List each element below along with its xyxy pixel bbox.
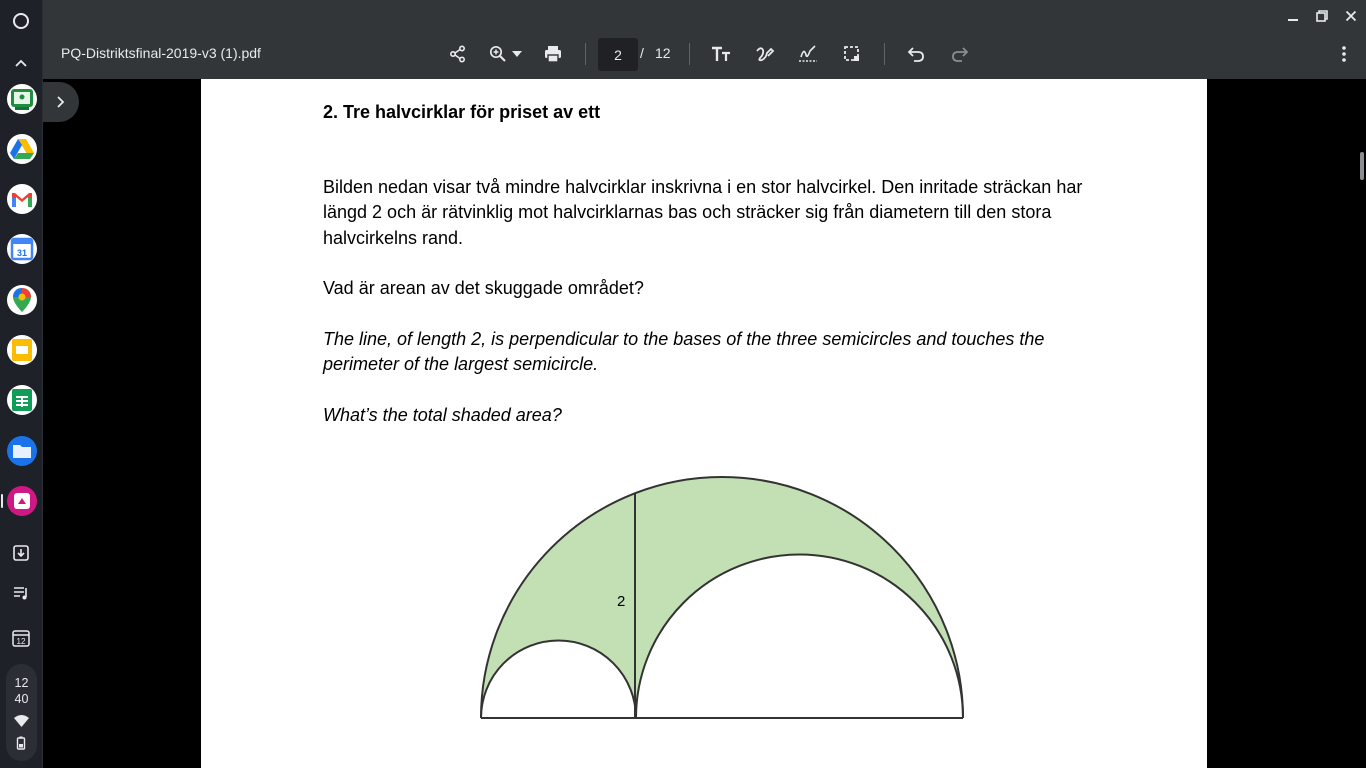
text-annotation-button[interactable] [709,42,733,66]
status-area[interactable] [6,664,37,761]
page-number-input[interactable] [598,38,638,71]
minimize-icon [1287,10,1299,22]
more-vert-icon [1341,46,1347,62]
problem-text-swedish: Bilden nedan visar två mindre halvcirklar inskrivna i en stor halvcirkel. Den inritade sträckan har längd 2 och är rätvinklig mot halvcirklarnas bas och sträcker sig från diametern till den stora halvcirkelns rand. [323,177,1083,248]
zoom-dropdown[interactable] [509,42,525,66]
clock-hour: 12 [14,676,29,690]
print-button[interactable] [541,42,565,66]
toolbar-separator [689,43,690,65]
print-icon [544,45,562,63]
pdf-viewer-area[interactable] [43,79,1366,768]
google-sheets-icon[interactable] [7,385,37,415]
playlist-icon [11,583,31,603]
screen-capture-icon [11,543,31,563]
canvas-app-icon[interactable] [7,486,37,516]
sidebar-toggle-button[interactable] [43,82,79,122]
problem-text-english: The line, of length 2, is perpendicular to the bases of the three semicircles and touches the perimeter of the largest semicircle. [323,329,1045,375]
calendar-day-text: 12 [16,637,26,646]
toolbar-separator [585,43,586,65]
undo-icon [907,46,925,62]
restore-button[interactable] [1313,7,1331,25]
close-icon [1345,10,1357,22]
shaded-region [481,477,963,718]
pdf-viewer-toolbar [43,0,1366,79]
google-maps-icon[interactable] [7,285,37,315]
minimize-button[interactable] [1284,7,1302,25]
signature-button[interactable] [796,42,820,66]
problem-heading: 2. Tre halvcirklar för priset av ett [323,102,601,122]
classroom-app-icon[interactable] [7,84,37,114]
svg-text:31: 31 [16,248,28,258]
draw-icon [755,45,775,63]
page-separator: / [640,45,644,61]
segment-length-label: 2 [617,593,626,610]
launcher-circle-icon [11,11,31,31]
shelf [0,0,43,768]
undo-button[interactable] [904,42,928,66]
question-swedish: Vad är arean av det skuggade området? [323,278,644,298]
chevron-up-icon [14,58,28,68]
more-options-button[interactable] [1332,42,1356,66]
zoom-button[interactable] [486,42,510,66]
calendar-date-icon [11,628,31,648]
chevron-right-icon [56,96,66,108]
document-title: PQ-Distriktsfinal-2019-v3 (1).pdf [61,45,261,61]
caret-down-icon [512,51,522,57]
total-pages: 12 [655,45,671,61]
toolbar-separator [884,43,885,65]
draw-button[interactable] [753,42,777,66]
share-button[interactable] [446,42,470,66]
text-annotation-icon [711,46,731,62]
wifi-icon [14,715,29,727]
signature-icon [798,45,818,63]
select-area-button[interactable] [840,42,864,66]
files-app-icon[interactable] [7,436,37,466]
google-slides-icon[interactable] [7,335,37,365]
redo-icon [951,46,969,62]
scrollbar-thumb[interactable] [1360,152,1364,180]
pdf-page [201,79,1207,768]
select-area-icon [843,45,861,63]
active-app-indicator [1,494,3,508]
redo-button[interactable] [948,42,972,66]
google-drive-icon[interactable] [7,134,37,164]
shelf-expand-button[interactable] [5,47,37,79]
battery-icon [16,736,26,750]
question-english: What’s the total shaded area? [323,405,562,425]
launcher-button[interactable] [5,5,37,37]
google-calendar-icon[interactable] [7,234,37,264]
semicircles-figure [201,79,1207,768]
close-window-button[interactable] [1342,7,1360,25]
gmail-icon[interactable] [7,184,37,214]
clock-minute: 40 [14,692,29,706]
zoom-in-icon [489,45,507,63]
playlist-button[interactable] [5,577,37,609]
restore-icon [1316,10,1328,22]
calendar-date-button[interactable] [5,622,37,654]
share-icon [449,45,467,63]
screen-capture-button[interactable] [5,537,37,569]
